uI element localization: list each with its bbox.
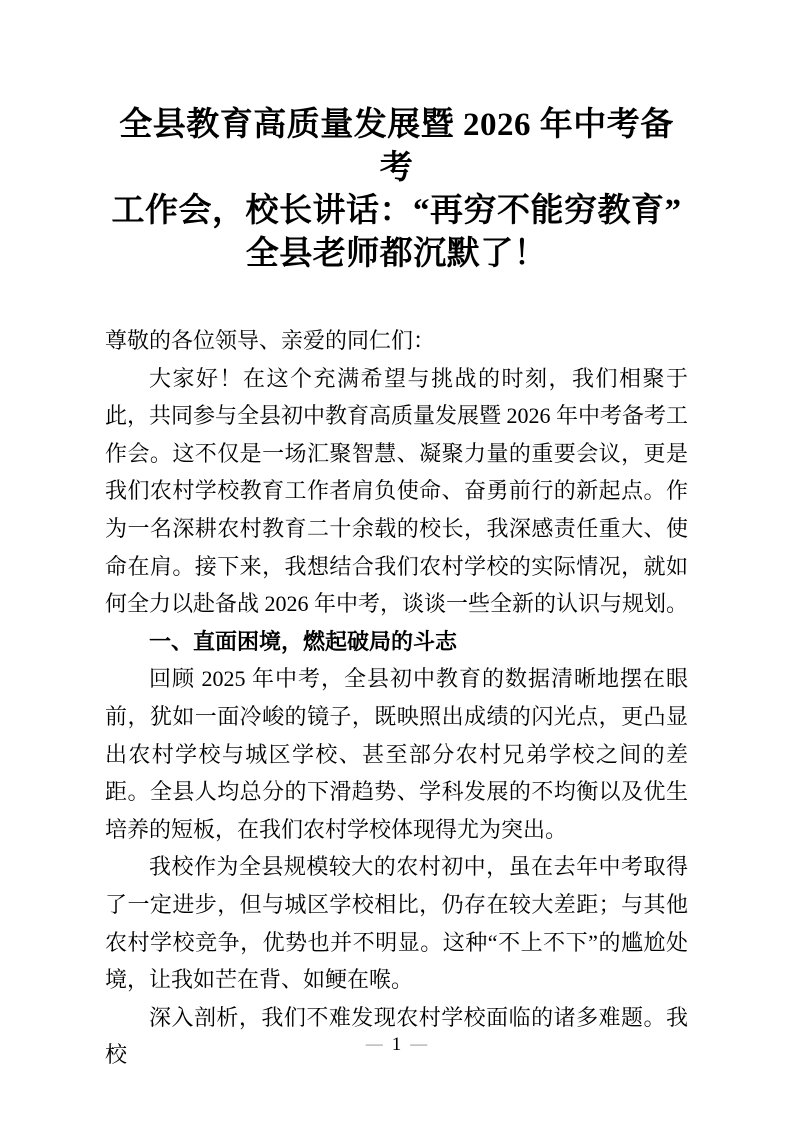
page-number: 1 xyxy=(391,1034,402,1055)
title-line-3: 全县老师都沉默了！ xyxy=(245,236,548,272)
footer-dash-right: — xyxy=(410,1034,428,1053)
title-line-1: 全县教育高质量发展暨 2026 年中考备考 xyxy=(119,107,674,186)
document-title xyxy=(105,104,688,276)
body-paragraph: 深入剖析，我们不难发现农村学校面临的诸多难题。我校 xyxy=(105,1004,688,1068)
document-body xyxy=(105,322,688,1074)
body-paragraph: 大家好！在这个充满希望与挑战的时刻，我们相聚于此，共同参与全县初中教育高质量发展暨 2026 年中考备考工作会。这不仅是一场汇聚智慧、凝聚力量的重要会议，更是我们农村学校教育工作者肩负使命、奋勇前行的新起点。作为一名深耕农村教育二十余载的校长，我深感责任重大、使命在肩。接下来，我想结合我们农村学校的实际情况，就如何全力以赴备战 2026 年中考，谈谈一些全新的认识与规划。 xyxy=(105,365,689,617)
body-paragraph: 回顾 2025 年中考，全县初中教育的数据清晰地摆在眼前，犹如一面冷峻的镜子，既映照出成绩的闪光点，更凸显出农村学校与城区学校、甚至部分农村兄弟学校之间的差距。全县人均总分的下滑趋势、学科发展的不均衡以及优生培养的短板，在我们农村学校体现得尤为突出。 xyxy=(105,666,688,842)
page-footer xyxy=(0,1032,793,1057)
section-heading: 一、直面困境，燃起破局的斗志 xyxy=(149,628,458,654)
salutation-line: 尊敬的各位领导、亲爱的同仁们： xyxy=(105,328,436,353)
title-line-2: 工作会，校长讲话：“再穷不能穷教育” xyxy=(111,193,682,229)
footer-dash-left: — xyxy=(365,1034,383,1053)
document-content xyxy=(105,104,688,1074)
body-paragraph: 我校作为全县规模较大的农村初中，虽在去年中考取得了一定进步，但与城区学校相比，仍存在较大差距；与其他农村学校竞争，优势也并不明显。这种“不上不下”的尴尬处境，让我如芒在背、如鲠在喉。 xyxy=(105,854,688,993)
